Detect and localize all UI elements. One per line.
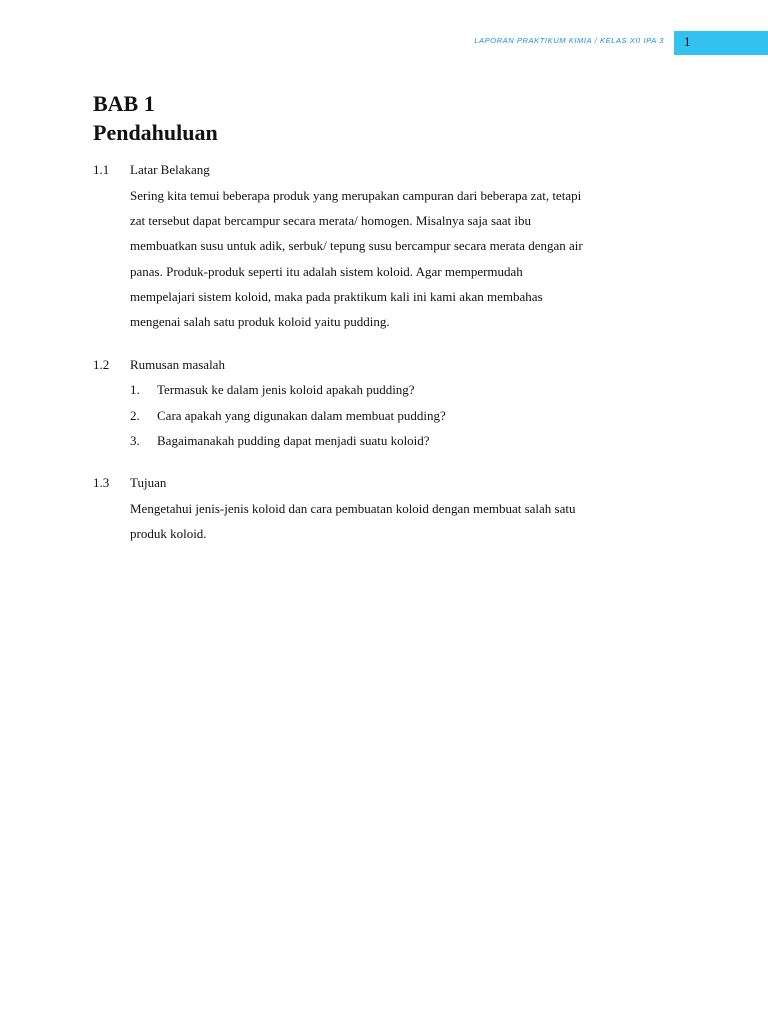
paragraph-line: produk koloid. [130,526,207,542]
chapter-label: BAB 1 [93,91,155,116]
list-item-number: 2. [130,407,140,423]
list-item-number: 1. [130,382,140,397]
paragraph-line: mengenai salah satu produk koloid yaitu pudding. [130,314,390,330]
list-item-text: Termasuk ke dalam jenis koloid apakah pudding? [157,382,415,397]
section-title-rumusan-masalah: Rumusan masalah [130,357,225,372]
paragraph-line: mempelajari sistem koloid, maka pada praktikum kali ini kami akan membahas [130,288,543,304]
section-number: 1.1 [93,162,110,177]
section-title-latar-belakang: Latar Belakang [130,162,210,177]
list-item-number: 3. [130,433,140,448]
section-title-tujuan: Tujuan [130,475,167,490]
running-header: LAPORAN PRAKTIKUM KIMIA / KELAS XII IPA 3 [474,36,664,45]
paragraph-line: Sering kita temui beberapa produk yang merupakan campuran dari beberapa zat, tetapi [130,188,582,203]
page-number: 1 [684,34,691,49]
chapter-title: Pendahuluan [93,120,218,145]
paragraph-line: zat tersebut dapat bercampur secara merata/ homogen. Misalnya saja saat ibu [130,213,532,229]
paragraph-line: membuatkan susu untuk adik, serbuk/ tepung susu bercampur secara merata dengan air [130,238,583,254]
paragraph-line: panas. Produk-produk seperti itu adalah sistem koloid. Agar mempermudah [130,263,523,279]
section-number: 1.3 [93,475,110,490]
list-item-text: Cara apakah yang digunakan dalam membuat pudding? [157,407,446,423]
page-number-box [674,31,768,55]
paragraph-line: Mengetahui jenis-jenis koloid dan cara pembuatan koloid dengan membuat salah satu [130,501,576,516]
objective-paragraph [130,496,678,546]
list-item-text: Bagaimanakah pudding dapat menjadi suatu koloid? [157,433,430,448]
section-number: 1.2 [93,357,110,372]
background-paragraph [130,183,678,334]
chapter-heading [93,89,218,147]
